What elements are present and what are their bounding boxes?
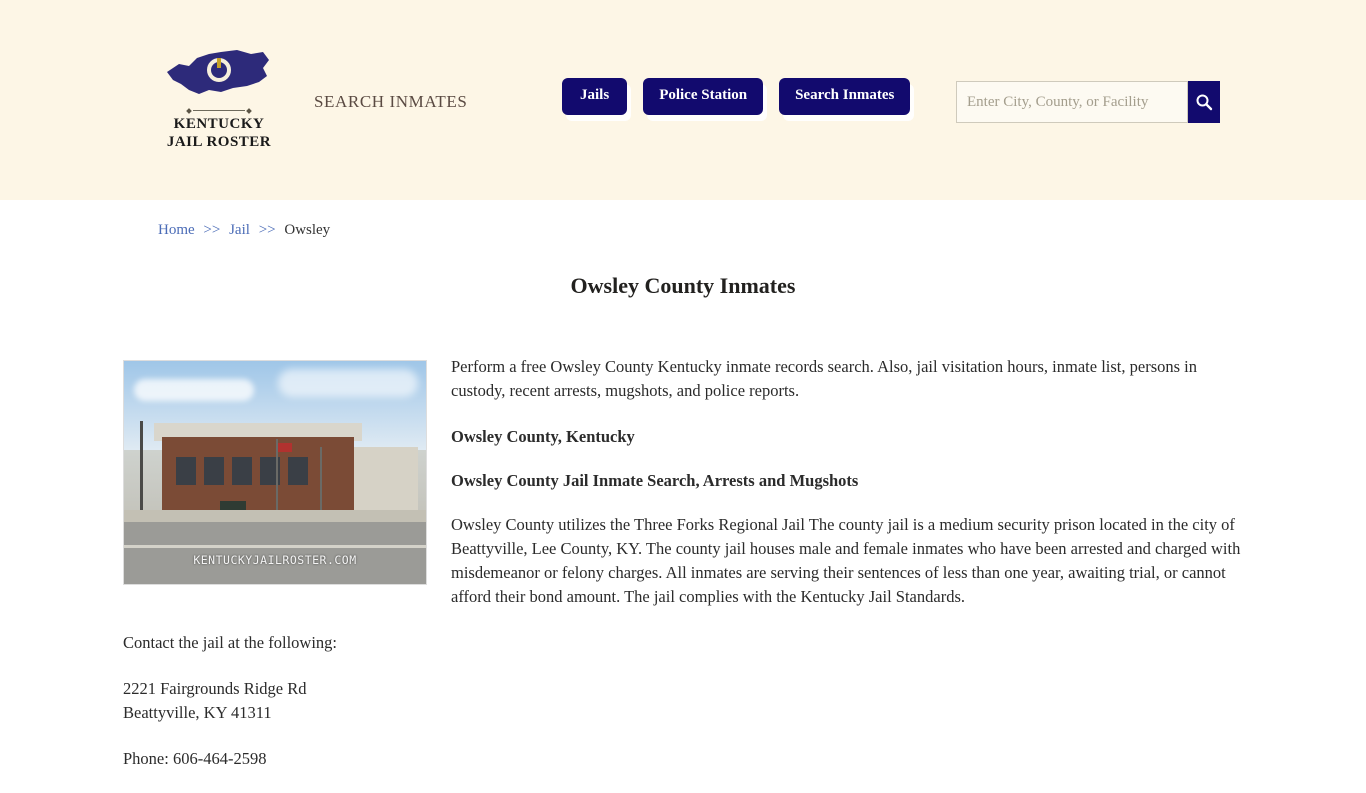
search-icon — [1194, 93, 1214, 111]
photo-cloud — [134, 379, 254, 401]
kentucky-state-map-icon — [163, 42, 275, 104]
search-button[interactable] — [1188, 81, 1220, 123]
photo-watermark: KENTUCKYJAILROSTER.COM — [193, 553, 357, 567]
header-tagline: SEARCH INMATES — [314, 92, 468, 111]
photo-flag — [278, 443, 292, 452]
breadcrumb-home[interactable]: Home — [158, 222, 195, 238]
nav-police-station[interactable]: Police Station — [643, 78, 763, 115]
site-logo[interactable] — [160, 42, 278, 151]
jail-phone: Phone: 606-464-2598 — [123, 749, 267, 768]
logo-line-2: JAIL ROSTER — [166, 134, 272, 150]
address-line-2: Beattyville, KY 41311 — [123, 703, 272, 722]
nav-search-inmates[interactable]: Search Inmates — [779, 78, 910, 115]
breadcrumb-separator-1: >> — [203, 222, 221, 238]
breadcrumb-separator-2: >> — [258, 222, 276, 238]
logo-line-1: KENTUCKY — [173, 116, 265, 132]
primary-navigation — [562, 78, 922, 124]
address-line-1: 2221 Fairgrounds Ridge Rd — [123, 679, 307, 698]
jail-photo — [123, 360, 427, 585]
nav-jails[interactable]: Jails — [562, 78, 627, 115]
photo-sidewalk — [124, 510, 426, 522]
breadcrumb-jail[interactable]: Jail — [229, 222, 250, 238]
intro-paragraph: Perform a free Owsley County Kentucky inmate records search. Also, jail visitation hours, inmate list, persons in custody, recent arrests, mugshots, and police reports. — [451, 357, 1198, 400]
breadcrumb-current: Owsley — [284, 222, 331, 238]
header-search — [956, 81, 1220, 123]
search-input[interactable] — [956, 81, 1188, 123]
breadcrumb — [158, 222, 330, 239]
page-title: Owsley County Inmates — [570, 273, 796, 298]
main-content — [123, 355, 1243, 793]
photo-windows — [176, 457, 336, 487]
photo-cloud — [278, 369, 418, 397]
logo-divider — [193, 110, 245, 111]
subheading-county: Owsley County, Kentucky — [451, 427, 635, 446]
body-paragraph: Owsley County utilizes the Three Forks Regional Jail The county jail is a medium security prison located in the city of Beattyville, Lee County, KY. The county jail houses male and female inmates who have been arrested and charged with misdemeanor or felony charges. All inmates are serving their sentences of less than one year, awaiting trial, or cannot afford their bond amount. The jail complies with the Kentucky Jail Standards. — [451, 515, 1241, 606]
subheading-search: Owsley County Jail Inmate Search, Arrests and Mugshots — [451, 471, 859, 490]
site-header — [0, 0, 1366, 200]
jail-address — [123, 677, 1243, 725]
contact-label: Contact the jail at the following: — [123, 633, 337, 652]
